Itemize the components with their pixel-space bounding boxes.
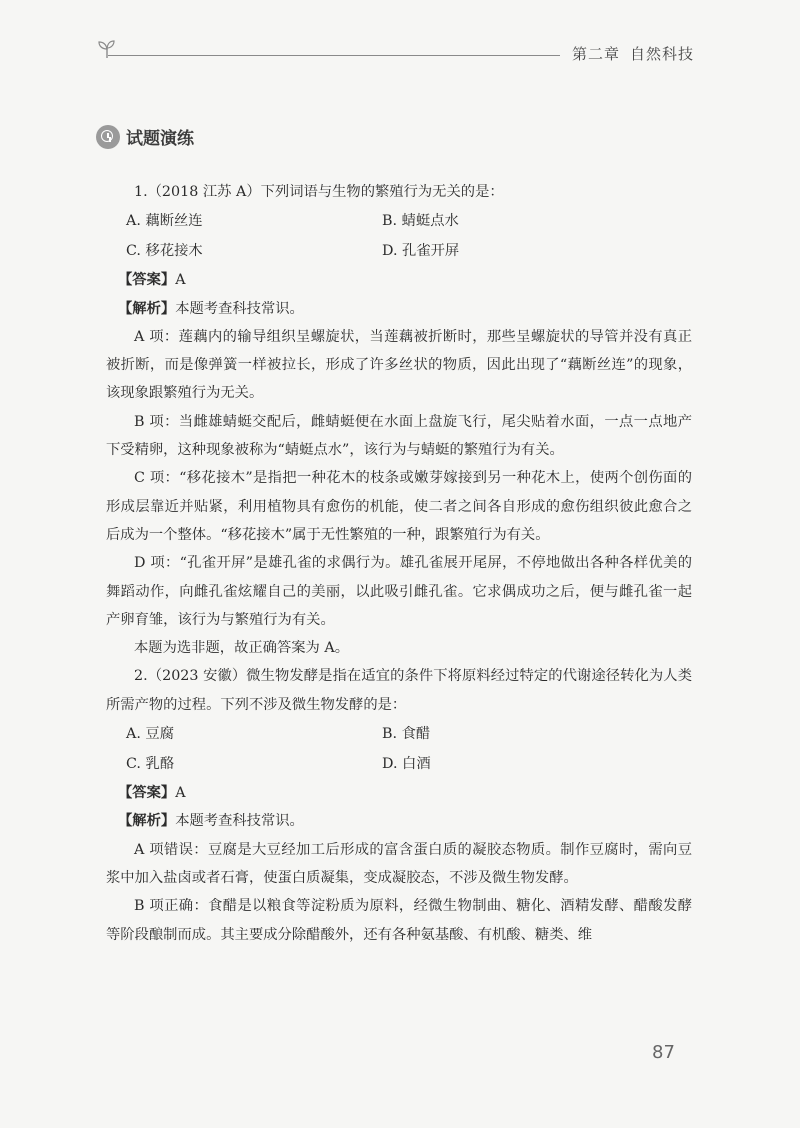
- option: A. 豆腐: [126, 726, 175, 743]
- question-2-answer: [106, 779, 692, 807]
- analysis-tag: 【解析】: [118, 813, 176, 830]
- answer-tag: 【答案】: [118, 272, 176, 289]
- question-1-options: [106, 206, 692, 266]
- analysis-paragraph: D 项：“孔雀开屏”是雄孔雀的求偶行为。雄孔雀展开尾屏，不停地做出各种各样优美的舞蹈动作，向雌孔雀炫耀自己的美丽，以此吸引雌孔雀。它求偶成功之后，便与雌孔雀一起产卵育雏，该行为与繁殖行为有关。: [106, 555, 692, 628]
- chapter-number: 第二章: [572, 45, 621, 63]
- analysis-conclusion: 本题为选非题，故正确答案为 A。: [134, 640, 350, 657]
- sprout-icon: [96, 38, 118, 60]
- page-number: 87: [652, 1042, 675, 1063]
- clock-icon: [96, 125, 120, 149]
- question-1-analysis: [106, 295, 692, 323]
- analysis-paragraph: B 项：当雌雄蜻蜓交配后，雌蜻蜓便在水面上盘旋飞行，尾尖贴着水面，一点一点地产下受精卵，这种现象被称为“蜻蜓点水”，该行为与蜻蜓的繁殖行为有关。: [106, 413, 692, 459]
- option: B. 蜻蜓点水: [382, 213, 459, 230]
- analysis-text: 本题考查科技常识。: [175, 813, 304, 830]
- question-2-analysis: [106, 807, 692, 835]
- question-2-options: [106, 719, 692, 779]
- question-1-answer: [106, 266, 692, 294]
- running-header: [572, 43, 694, 64]
- question-2-stem: 2.（2023 安徽）微生物发酵是指在适宜的条件下将原料经过特定的代谢途径转化为人类所需产物的过程。下列不涉及微生物发酵的是：: [106, 668, 692, 713]
- option: D. 白酒: [382, 756, 431, 773]
- answer-value: A: [175, 272, 186, 289]
- section-heading: [96, 124, 194, 149]
- header-rule: [108, 55, 560, 56]
- option: C. 移花接木: [126, 243, 203, 260]
- analysis-paragraph: C 项：“移花接木”是指把一种花木的枝条或嫩芽嫁接到另一种花木上，使两个创伤面的形成层靠近并贴紧，利用植物具有愈伤的机能，使二者之间各自形成的愈伤组织彼此愈合之后成为一个整体。“移花接木”属于无性繁殖的一种，跟繁殖行为有关。: [106, 470, 692, 543]
- analysis-text: 本题考查科技常识。: [175, 300, 304, 317]
- chapter-topic: 自然科技: [630, 45, 695, 63]
- section-title: 试题演练: [126, 129, 194, 149]
- analysis-tag: 【解析】: [118, 300, 176, 317]
- analysis-paragraph: A 项错误：豆腐是大豆经加工后形成的富含蛋白质的凝胶态物质。制作豆腐时，需向豆浆中加入盐卤或者石膏，使蛋白质凝集，变成凝胶态，不涉及微生物发酵。: [106, 841, 692, 886]
- page-content: [106, 178, 692, 949]
- answer-tag: 【答案】: [118, 785, 176, 802]
- question-1-stem: 1.（2018 江苏 A）下列词语与生物的繁殖行为无关的是：: [134, 184, 504, 200]
- option: D. 孔雀开屏: [382, 243, 460, 260]
- option: C. 乳酪: [126, 756, 175, 773]
- analysis-paragraph: B 项正确：食醋是以粮食等淀粉质为原料，经微生物制曲、糖化、酒精发酵、醋酸发酵等阶段酿制而成。其主要成分除醋酸外，还有各种氨基酸、有机酸、糖类、维: [106, 898, 692, 943]
- option: A. 藕断丝连: [126, 213, 203, 230]
- option: B. 食醋: [382, 726, 431, 743]
- answer-value: A: [175, 785, 186, 802]
- analysis-paragraph: A 项：莲藕内的输导组织呈螺旋状，当莲藕被折断时，那些呈螺旋状的导管并没有真正被折断，而是像弹簧一样被拉长，形成了许多丝状的物质，因此出现了“藕断丝连”的现象，该现象跟繁殖行为无关。: [106, 328, 692, 402]
